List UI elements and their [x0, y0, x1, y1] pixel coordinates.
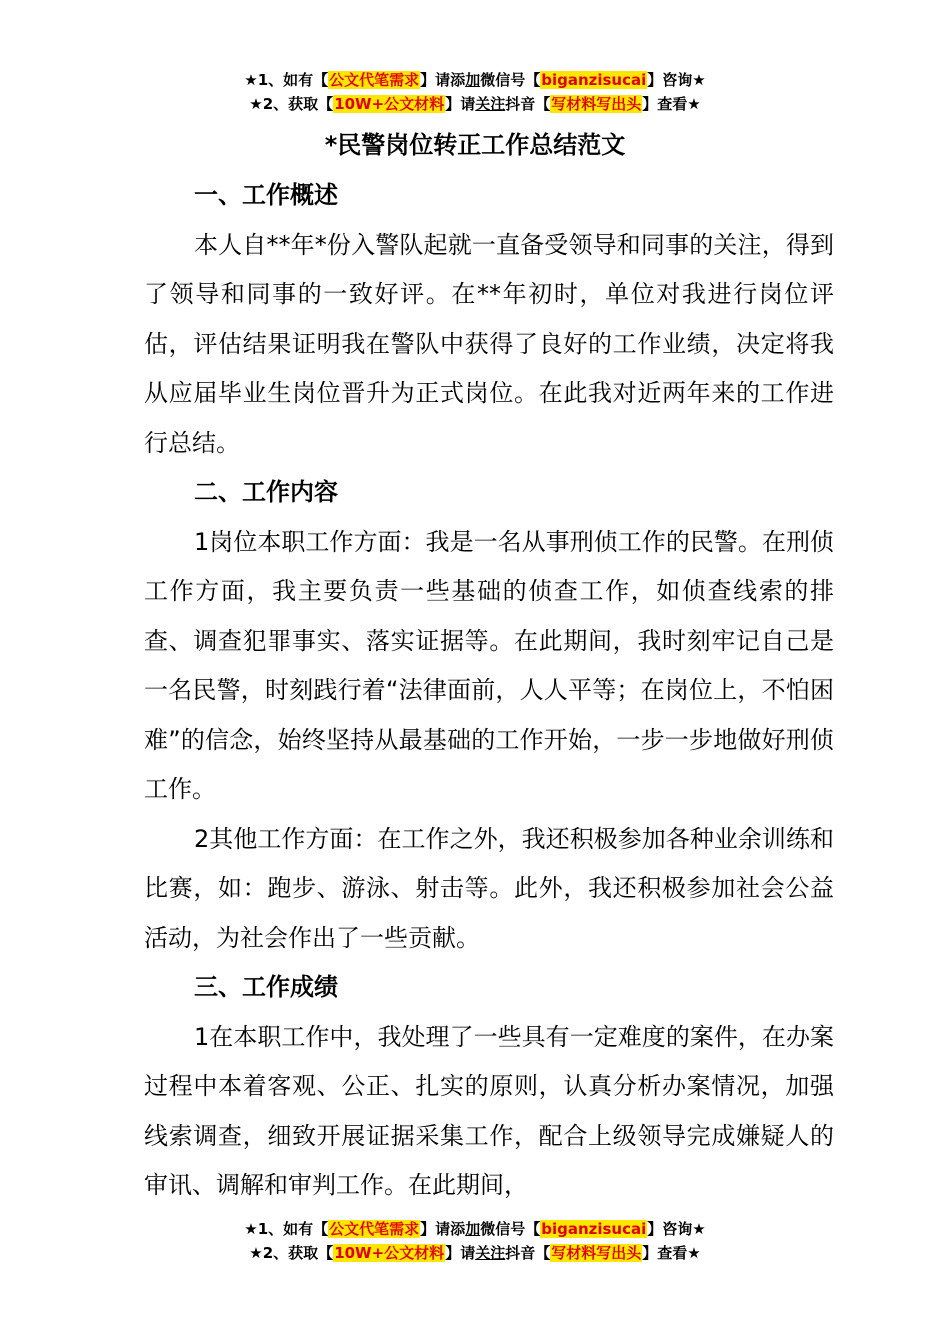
banner-text: 】请添	[420, 1220, 466, 1238]
section-heading: 二、工作内容	[194, 478, 338, 506]
banner-text: 微信号【	[480, 1220, 541, 1238]
banner-text: 】请	[445, 1244, 476, 1262]
banner-text: ★1、如有【	[244, 1220, 329, 1238]
banner-underlined-text: 加	[465, 71, 481, 89]
banner-highlight-douyin-id: 写材料写出头	[551, 1244, 642, 1262]
banner-text: ★1、如有【	[244, 71, 329, 89]
banner-highlight-douyin-id: 写材料写出头	[551, 95, 642, 113]
section-heading: 一、工作概述	[194, 181, 338, 209]
banner-highlight: 10W+公文材料	[334, 1244, 445, 1262]
banner-underlined-text: 关注	[475, 95, 506, 113]
banner-highlight: 公文代笔需求	[329, 71, 420, 89]
banner-highlight-wechat-id: biganzisucai	[541, 1220, 647, 1238]
banner-text: 抖音【	[505, 1244, 551, 1262]
paragraph: 本人自**年*份入警队起就一直备受领导和同事的关注，得到了领导和同事的一致好评。在**年初时，单位对我进行岗位评估，评估结果证明我在警队中获得了良好的工作业绩，决定将我从应届毕业生岗位晋升为正式岗位。在此我对近两年来的工作进行总结。	[144, 230, 834, 457]
footer-banner	[0, 1217, 950, 1265]
banner-highlight-wechat-id: biganzisucai	[541, 71, 647, 89]
paragraph: 1岗位本职工作方面：我是一名从事刑侦工作的民警。在刑侦工作方面，我主要负责一些基础的侦查工作，如侦查线索的排查、调查犯罪事实、落实证据等。在此期间，我时刻牢记自己是一名民警，时刻践行着“法律面前，人人平等；在岗位上，不怕困难”的信念，始终坚持从最基础的工作开始，一步一步地做好刑侦工作。	[144, 527, 834, 803]
banner-line-2	[0, 92, 950, 116]
banner-highlight: 10W+公文材料	[334, 95, 445, 113]
banner-highlight: 公文代笔需求	[329, 1220, 420, 1238]
banner-text: 】咨询★	[647, 71, 706, 89]
banner-text: 】查看★	[642, 95, 701, 113]
header-banner	[0, 68, 950, 116]
banner-line-1	[0, 1217, 950, 1241]
banner-text: 】查看★	[642, 1244, 701, 1262]
paragraph: 2其他工作方面：在工作之外，我还积极参加各种业余训练和比赛，如：跑步、游泳、射击等。此外，我还积极参加社会公益活动，为社会作出了一些贡献。	[144, 824, 834, 952]
banner-underlined-text: 关注	[475, 1244, 506, 1262]
banner-text: ★2、获取【	[249, 95, 334, 113]
paragraph: 1在本职工作中，我处理了一些具有一定难度的案件，在办案过程中本着客观、公正、扎实的原则，认真分析办案情况，加强线索调查，细致开展证据采集工作，配合上级领导完成嫌疑人的审讯、调解和审判工作。在此期间，	[144, 1022, 834, 1199]
banner-line-2	[0, 1241, 950, 1265]
banner-text: 】请	[445, 95, 476, 113]
banner-text: 抖音【	[505, 95, 551, 113]
document-title: *民警岗位转正工作总结范文	[324, 131, 626, 159]
section-heading: 三、工作成绩	[194, 973, 338, 1001]
banner-text: 】咨询★	[647, 1220, 706, 1238]
document-body	[144, 171, 834, 1211]
banner-text: 】请添	[420, 71, 466, 89]
banner-underlined-text: 加	[465, 1220, 481, 1238]
banner-text: ★2、获取【	[249, 1244, 334, 1262]
banner-text: 微信号【	[480, 71, 541, 89]
banner-line-1	[0, 68, 950, 92]
